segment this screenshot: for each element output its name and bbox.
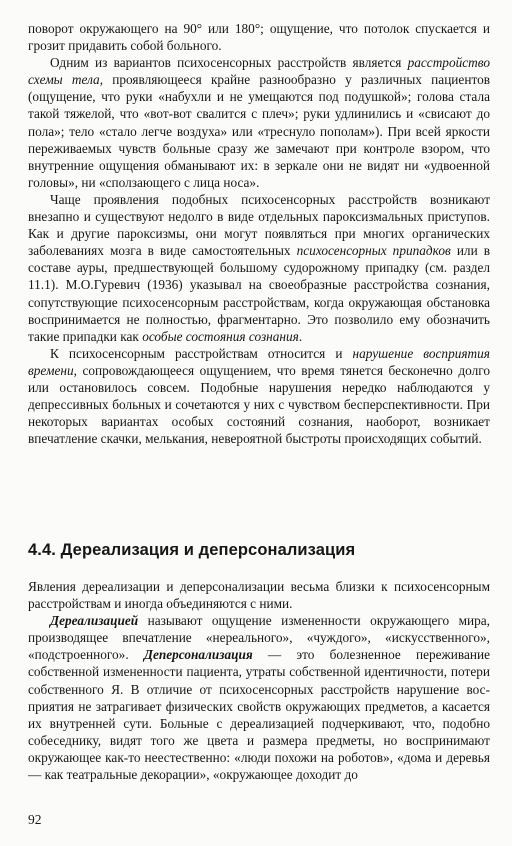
text-run: Явления дереализации и деперсонализации весьма близки к психосенсорным расстройствам и иногда объединяются с ними.	[28, 579, 490, 612]
text-run: или в составе ауры, предшествующей большому судорожному припадку (см. раздел 11.1). М.О.Гуревич (1936) указывал на своеобразные расстройства сознания, сопутствующие психосенсорным расстройствам, когда окружающая обстановка воспринимается не полностью, фрагментарно. Это позволило ему обозначить такие припадки как	[28, 243, 490, 344]
italic-term: особые состояния сознания	[142, 328, 299, 344]
paragraph	[28, 54, 490, 191]
text-run: Одним из вариантов психосенсорных расстройств является	[50, 55, 408, 71]
italic-term: расстройство схемы тела	[28, 55, 490, 88]
text-run: , проявляющееся крайне разнообразно у различных пациентов (ощущение, что руки «набухли и не умещаются под подушкой»; голова стала такой тяжелой, что «вот-вот свалится с плеч»; руки удлинились и «свисают до пола»; тело «стало легче воздуха» или «треснуло пополам»). При всей яркости переживаемых чувств больные сразу же замечают при контроле взором, что внутренние ощущения обманывают их: в зеркале они не видят ни «удвоенной головы», ни «сползающего с лица носа».	[28, 72, 491, 190]
text-run: — это болезненное переживание собственной измененности пациента, утраты собственной идентичности, потери собственного Я. В отличие от психосенсорных расстройств нарушение восприятия не затрагивает физических свойств окружающих предметов, а касается их внутренней сути. Больные с дереализацией подчеркивают, что, подобно собеседнику, видят того же цвета и размера предметы, но воспринимают окружающее как-то неестественно: «люди похожи на роботов», «дома и деревья — как театральные декорации», «окружающее доходит до	[28, 647, 490, 783]
page-number: 92	[28, 812, 42, 827]
text-run: поворот окружающего на 90° или 180°; ощущение, что потолок спускается и грозит придавить собой больного.	[28, 21, 490, 54]
italic-term: психосенсорных припадков	[296, 243, 451, 259]
paragraph	[28, 191, 490, 345]
defined-term: Дереализацией	[50, 613, 139, 629]
paragraph	[28, 20, 490, 54]
text-run: , сопровождающееся ощущением, что время тянется бесконечно долго или остановилось совсем. Подобные нарушения нередко наблюдаются у депрессивных больных и сочетаются у них с чувством бесперспективности. При некоторых вариантах особых состояний сознания, наоборот, возникает впечатление скачки, мелькания, невероятной быстроты происходящих событий.	[28, 362, 490, 447]
text-block-top	[28, 20, 490, 447]
section-heading: 4.4. Дереализация и деперсонализация	[28, 541, 356, 559]
text-block-bottom	[28, 578, 490, 783]
paragraph	[28, 612, 490, 783]
italic-term: нарушение восприятия времени	[28, 345, 490, 378]
paragraph	[28, 345, 490, 448]
text-run: называют ощущение измененности окружающего мира, производящее впечатление «нереального», «чуждого», «искусственного», «подстроенного».	[28, 613, 490, 663]
defined-term: Деперсонализация	[143, 647, 253, 663]
text-run: .	[298, 328, 303, 344]
text-run: К психосенсорным расстройствам относится и	[50, 345, 353, 361]
paragraph	[28, 578, 490, 612]
text-run: Чаще проявления подобных психосенсорных расстройств возникают внезапно и существуют недолго в виде отдельных пароксизмальных приступов. Как и другие пароксизмы, они могут появляться при многих органических заболеваниях мозга в виде самостоятельных	[28, 191, 490, 259]
